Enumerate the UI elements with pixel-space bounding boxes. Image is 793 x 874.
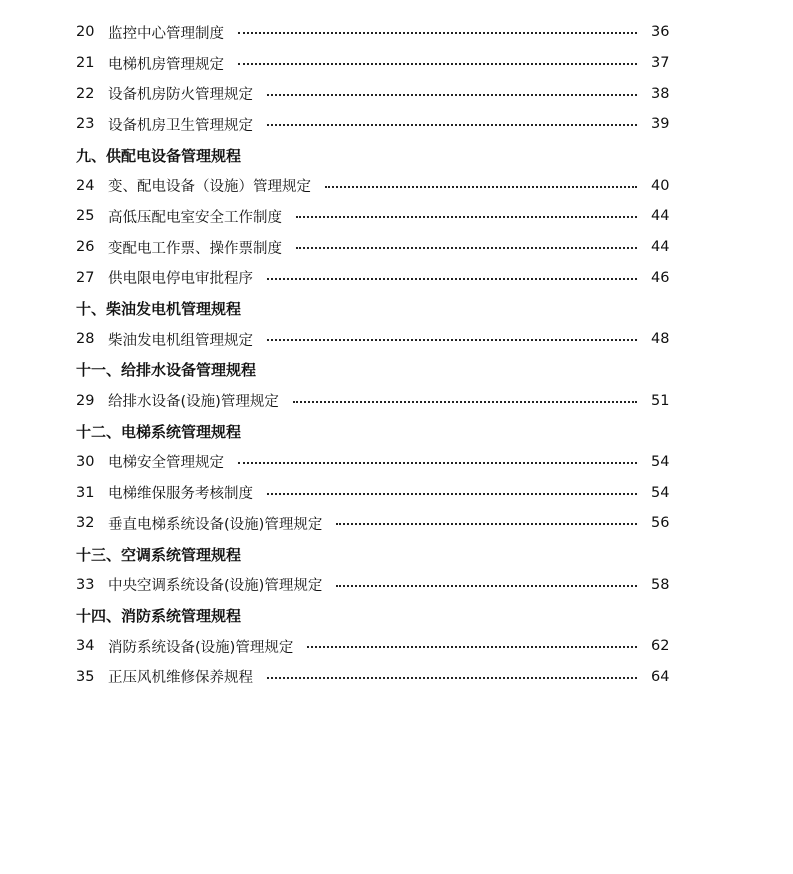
entry-number: 35 <box>76 668 95 685</box>
page-number: 62 <box>651 638 670 655</box>
page-number: 44 <box>651 239 670 256</box>
dot-leader <box>336 571 637 587</box>
entry-number: 20 <box>76 24 95 41</box>
entry-title: 设备机房卫生管理规定 <box>108 117 253 134</box>
toc-entry[interactable] <box>0 263 793 294</box>
entry-number: 24 <box>76 177 95 194</box>
toc-entry[interactable] <box>0 569 793 600</box>
entry-title: 柴油发电机组管理规定 <box>108 332 253 349</box>
page-number: 38 <box>651 85 670 102</box>
page-number: 56 <box>651 515 670 532</box>
toc-entry[interactable] <box>0 170 793 201</box>
toc-entry[interactable] <box>0 447 793 478</box>
section-heading: 十二、电梯系统管理规程 <box>76 422 242 441</box>
toc-section[interactable] <box>0 140 793 171</box>
toc-section[interactable] <box>0 416 793 447</box>
entry-number: 34 <box>76 638 95 655</box>
dot-leader <box>267 479 637 495</box>
page-number: 40 <box>651 177 670 194</box>
dot-leader <box>267 110 637 126</box>
entry-number: 32 <box>76 515 95 532</box>
entry-title: 供电限电停电审批程序 <box>108 271 253 288</box>
page-number: 39 <box>651 116 670 133</box>
entry-title: 消防系统设备(设施)管理规定 <box>108 639 294 656</box>
section-heading: 十、柴油发电机管理规程 <box>76 300 242 319</box>
dot-leader <box>267 80 637 96</box>
entry-title: 给排水设备(设施)管理规定 <box>108 394 279 411</box>
entry-number: 31 <box>76 484 95 501</box>
entry-title: 垂直电梯系统设备(设施)管理规定 <box>108 516 323 533</box>
dot-leader <box>293 387 637 403</box>
section-heading: 十一、给排水设备管理规程 <box>76 361 257 380</box>
page-number: 51 <box>651 392 670 409</box>
dot-leader <box>238 448 637 464</box>
page-number: 54 <box>651 484 670 501</box>
entry-number: 25 <box>76 208 95 225</box>
page-number: 44 <box>651 208 670 225</box>
dot-leader <box>307 632 637 648</box>
table-of-contents <box>0 17 793 692</box>
entry-number: 22 <box>76 85 95 102</box>
entry-title: 电梯维保服务考核制度 <box>108 486 253 503</box>
page-number: 36 <box>651 24 670 41</box>
toc-entry[interactable] <box>0 661 793 692</box>
toc-entry[interactable] <box>0 78 793 109</box>
toc-entry[interactable] <box>0 17 793 48</box>
entry-number: 26 <box>76 239 95 256</box>
toc-entry[interactable] <box>0 109 793 140</box>
toc-entry[interactable] <box>0 201 793 232</box>
toc-entry[interactable] <box>0 477 793 508</box>
toc-entry[interactable] <box>0 324 793 355</box>
toc-entry[interactable] <box>0 385 793 416</box>
entry-title: 电梯安全管理规定 <box>108 455 224 472</box>
page-number: 54 <box>651 453 670 470</box>
entry-title: 变配电工作票、操作票制度 <box>108 240 282 257</box>
toc-entry[interactable] <box>0 631 793 662</box>
entry-title: 监控中心管理制度 <box>108 25 224 42</box>
section-heading: 十四、消防系统管理规程 <box>76 606 242 625</box>
page-number: 48 <box>651 331 670 348</box>
entry-number: 29 <box>76 392 95 409</box>
toc-section[interactable] <box>0 355 793 386</box>
entry-title: 中央空调系统设备(设施)管理规定 <box>108 578 323 595</box>
entry-number: 33 <box>76 576 95 593</box>
toc-entry[interactable] <box>0 508 793 539</box>
entry-title: 变、配电设备（设施）管理规定 <box>108 179 311 196</box>
entry-title: 电梯机房管理规定 <box>108 56 224 73</box>
entry-number: 23 <box>76 116 95 133</box>
dot-leader <box>267 264 637 280</box>
dot-leader <box>336 509 637 525</box>
dot-leader <box>296 202 637 218</box>
toc-section[interactable] <box>0 600 793 631</box>
dot-leader <box>325 172 637 188</box>
entry-title: 正压风机维修保养规程 <box>108 670 253 687</box>
dot-leader <box>238 18 637 34</box>
entry-number: 27 <box>76 269 95 286</box>
dot-leader <box>267 663 637 679</box>
page-number: 58 <box>651 576 670 593</box>
section-heading: 九、供配电设备管理规程 <box>76 146 242 165</box>
dot-leader <box>267 325 637 341</box>
toc-entry[interactable] <box>0 232 793 263</box>
entry-number: 21 <box>76 55 95 72</box>
entry-title: 高低压配电室安全工作制度 <box>108 209 282 226</box>
page-number: 64 <box>651 668 670 685</box>
toc-section[interactable] <box>0 293 793 324</box>
entry-number: 28 <box>76 331 95 348</box>
entry-number: 30 <box>76 453 95 470</box>
page-number: 37 <box>651 55 670 72</box>
toc-section[interactable] <box>0 539 793 570</box>
page-number: 46 <box>651 269 670 286</box>
toc-entry[interactable] <box>0 48 793 79</box>
section-heading: 十三、空调系统管理规程 <box>76 545 242 564</box>
entry-title: 设备机房防火管理规定 <box>108 87 253 104</box>
dot-leader <box>296 233 637 249</box>
dot-leader <box>238 49 637 65</box>
